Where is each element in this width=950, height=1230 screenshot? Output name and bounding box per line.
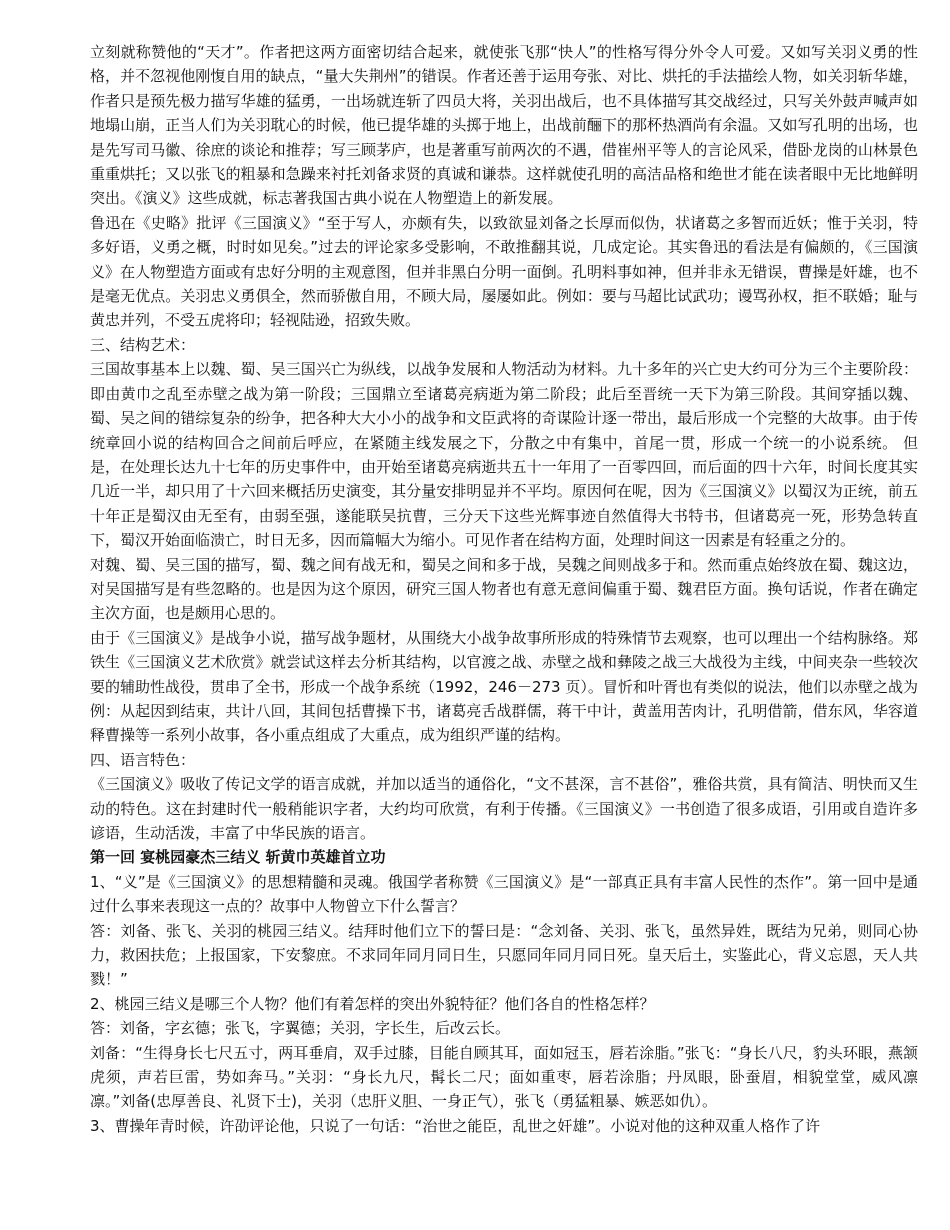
paragraph-three-kingdoms-focus: 对魏、蜀、吴三国的描写，蜀、魏之间有战无和，蜀吴之间和多于战，吴魏之间则战多于和。然而重点始终放在蜀、魏这边，对吴国描写是有些忽略的。也是因为这个原因，研究三国人物者也有意无意间偏重于蜀、魏君臣方面。换句话说，作者在确定主次方面，也是颇用心思的。 bbox=[90, 555, 918, 623]
answer-2-descriptions: 刘备：“生得身长七尺五寸，两耳垂肩，双手过膝，目能自顾其耳，面如冠玉，唇若涂脂。”张飞：“身长八尺，豹头环眼，燕颔虎须，声若巨雷，势如奔马。”关羽：“身长九尺，髯长二尺；面如重枣，唇若涂脂；丹凤眼，卧蚕眉，相貌堂堂，威风凛凛。”刘备(忠厚善良、礼贤下士)，关羽（忠肝义胆、一身正气），张飞（勇猛粗暴、嫉恶如仇）。 bbox=[90, 1043, 918, 1111]
paragraph-language-features: 《三国演义》吸收了传记文学的语言成就，并加以适当的通俗化，“文不甚深，言不甚俗”，雅俗共赏，具有简洁、明快而又生动的特色。这在封建时代一般稍能识字者，大约均可欣赏，有利于传播。《三国演义》一书创造了很多成语，引用或自造许多谚语，生动活泼，丰富了中华民族的语言。 bbox=[90, 775, 918, 842]
section-heading-language: 四、语言特色： bbox=[90, 750, 196, 769]
paragraph-structure-stages: 三国故事基本上以魏、蜀、吴三国兴亡为纵线，以战争发展和人物活动为材料。九十多年的兴亡史大约可分为三个主要阶段：即由黄巾之乱至赤壁之战为第一阶段；三国鼎立至诸葛亮病逝为第二阶段；此后至晋统一天下为第三阶段。其间穿插以魏、蜀、吴之间的错综复杂的纷争，把各种大大小小的战争和文臣武将的奇谋险计逐一带出，最后形成一个完整的大故事。由于传统章回小说的结构回合之间前后呼应，在紧随主线发展之下，分散之中有集中，首尾一贯，形成一个统一的小说系统。 但是，在处理长达九十七年的历史事件中，由开始至诸葛亮病逝共五十一年用了一百零四回，而后面的四十六年，时间长度其实几近一半，却只用了十六回来概括历史演变，其分量安排明显并不平均。原因何在呢，因为《三国演义》以蜀汉为正统，前五十年正是蜀汉由无至有，由弱至强，遂能联吴抗曹，三分天下这些光辉事迹自然值得大书特书，但诸葛亮一死，形势急转直下，蜀汉开始面临溃亡，时日无多，因而篇幅大为缩小。可见作者在结构方面，处理时间这一因素是有轻重之分的。 bbox=[90, 360, 918, 550]
answer-1: 答：刘备、张飞、关羽的桃园三结义。结拜时他们立下的誓曰是：“念刘备、关羽、张飞，虽然异姓，既结为兄弟，则同心协力，救困扶危；上报国家，下安黎庶。不求同年同月同日生，只愿同年同月同日死。皇天后土，实鉴此心，背义忘恩，天人共戮！” bbox=[90, 921, 918, 989]
paragraph-character-techniques: 立刻就称赞他的“天才”。作者把这两方面密切结合起来，就使张飞那“快人”的性格写得分外令人可爱。又如写关羽义勇的性格，并不忽视他刚愎自用的缺点，“量大失荆州”的错误。作者还善于运用夸张、对比、烘托的手法描绘人物，如关羽斩华雄，作者只是预先极力描写华雄的猛勇，一出场就连斩了四员大将，关羽出战后，也不具体描写其交战经过，只写关外鼓声喊声如地塌山崩，正当人们为关羽耽心的时候，他已提华雄的头掷于地上，出战前酾下的那杯热酒尚有余温。又如写孔明的出场，也是先写司马徽、徐庶的谈论和推荐；写三顾茅庐，也是著重写前两次的不遇，借崔州平等人的言论风采，借卧龙岗的山林景色重重烘托；又以张飞的粗暴和急躁来衬托刘备求贤的真诚和谦恭。这样就使孔明的高洁品格和绝世才能在读者眼中无比地鲜明突出。《演义》这些成就，标志著我国古典小说在人物塑造上的新发展。 bbox=[90, 43, 918, 208]
chapter-title: 第一回 宴桃园豪杰三结义 斩黄巾英雄首立功 bbox=[90, 848, 386, 867]
section-heading-structure: 三、结构艺术： bbox=[90, 335, 196, 354]
paragraph-war-structure: 由于《三国演义》是战争小说，描写战争题材，从围绕大小战争故事所形成的特殊情节去观察，也可以理出一个结构脉络。郑铁生《三国演义艺术欣赏》就尝试这样去分析其结构，以官渡之战、赤壁之战和彝陵之战三大战役为主线，中间夹杂一些较次要的辅助性战役，贯串了全书，形成一个战争系统（1992，246－273 页）。冒忻和叶胥也有类似的说法，他们以赤壁之战为例：从起因到结束，共计八回，其间包括曹操下书，诸葛亮舌战群儒，蒋干中计，黄盖用苦肉计，孔明借箭，借东风，华容道释曹操等一系列小故事，各小重点组成了大重点，成为组织严谨的结构。 bbox=[90, 628, 918, 745]
paragraph-luxun-critique: 鲁迅在《史略》批评《三国演义》“至于写人，亦颇有失，以致欲显刘备之长厚而似伪，状诸葛之多智而近妖；惟于关羽，特多好语，义勇之概，时时如见矣。”过去的评论家多受影响，不敢推翻其说，几成定论。其实鲁迅的看法是有偏颇的，《三国演义》在人物塑造方面或有忠好分明的主观意图，但并非黑白分明一面倒。孔明料事如神，但并非永无错误，曹操是奸雄，也不是毫无优点。关羽忠义勇俱全，然而骄傲自用，不顾大局，屡屡如此。例如：要与马超比试武功；谩骂孙权，拒不联婚；耻与黄忠并列，不受五虎将印；轻视陆逊，招致失败。 bbox=[90, 213, 918, 330]
answer-2-names: 答：刘备，字玄德；张飞，字翼德；关羽，字长生，后改云长。 bbox=[90, 1019, 511, 1038]
document-page bbox=[90, 40, 918, 1138]
question-1: 1、“义”是《三国演义》的思想精髓和灵魂。俄国学者称赞《三国演义》是“一部真正具有丰富人民性的杰作”。第一回中是通过什么事来表现这一点的？故事中人物曾立下什么誓言？ bbox=[90, 872, 918, 916]
question-3: 3、曹操年青时候，许劭评论他，只说了一句话：“治世之能臣，乱世之奸雄”。小说对他的这种双重人格作了许 bbox=[90, 1116, 821, 1135]
question-2: 2、桃园三结义是哪三个人物？他们有着怎样的突出外貌特征？他们各自的性格怎样？ bbox=[90, 994, 655, 1013]
